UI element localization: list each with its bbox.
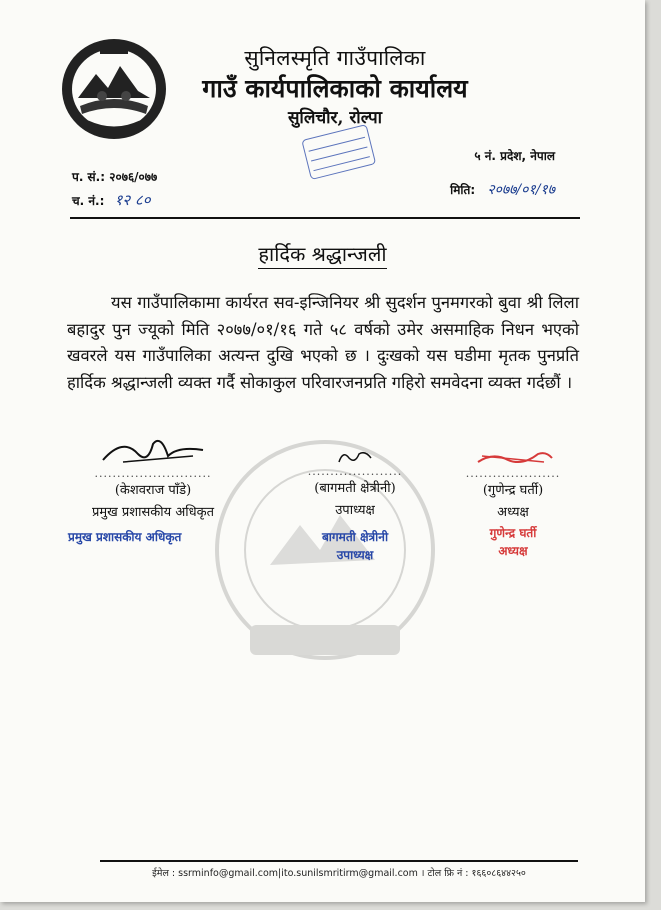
office-address: सुलिचौर, रोल्पा [287,108,383,128]
stamp-text: गुणेन्द्र घर्ती [489,526,537,540]
office-name: गाउँ कार्यपालिकाको कार्यालय [202,74,468,103]
signatory-vice-chair: ..................... (बागमती क्षेत्रीनी) उपाध्यक्ष बागमती क्षेत्रीनी उपाध्यक्ष [280,448,430,564]
footer-divider [100,860,578,862]
province-label: ५ नं. प्रदेश, नेपाल [474,149,555,163]
office-stamp-icon [296,118,382,188]
chalani-number: च. नं.: १२ ८० [72,191,151,209]
signatory-name: (गुणेन्द्र घर्ती) [482,483,544,498]
municipality-name: सुनिलस्मृति गाउँपालिका [244,46,426,70]
date-line: मिति: २०७७/०१/१७ [450,182,555,198]
header-divider [70,217,580,219]
signatory-chair: ..................... (गुणेन्द्र घर्ती) अध्यक्ष गुणेन्द्र घर्ती अध्यक्ष [448,448,578,560]
letter-body: यस गाउँपालिकामा कार्यरत सव-इन्जिनियर श्री सुदर्शन पुनमगरको बुवा श्री लिला बहादुर पुन ज्यूको मिति २०७७/०१/१६ गते ५८ वर्षको उमेर असमाहिक निधन भएको खवरले यस गाउँपालिका अत्यन्त दुखि भएको छ । दुःखको यस घडीमा मृतक पुनप्रति हार्दिक श्रद्धान्जली व्यक्त गर्दै सोकाकुल परिवारजनप्रति गहिरो समवेदना व्यक्त गर्दछौं । [67,293,579,392]
subject-heading: हार्दिक श्रद्धान्जली [0,240,645,267]
signature-icon [325,448,385,466]
signature-icon [93,432,213,468]
signatory-title: प्रमुख प्रशासकीय अधिकृत [91,505,215,520]
signature-icon [468,448,558,468]
stamp-text: बागमती क्षेत्रीनी [321,530,389,544]
footer-contact: ईमेल : ssrminfo@gmail.com|ito.sunilsmritirm@gmail.com । टोल फ्रि नं : १६६०८६४४२५० [152,868,526,879]
stamp-text: प्रमुख प्रशासकीय अधिकृत [68,530,182,544]
stamp-text: उपाध्यक्ष [336,548,374,562]
stamp-text: अध्यक्ष [498,544,528,558]
signatory-name: (केशवराज पाँडे) [114,483,192,498]
signatory-title: उपाध्यक्ष [335,503,375,518]
signatory-title: अध्यक्ष [497,505,529,520]
signatory-cao: .......................... (केशवराज पाँडे) प्रमुख प्रशासकीय अधिकृत प्रमुख प्रशासकीय अधिकृत [68,432,238,546]
nepal-emblem-icon [58,36,170,142]
signatory-name: (बागमती क्षेत्रीनी) [314,481,396,496]
patra-sankhya: प. सं.: २०७६/०७७ [72,170,158,184]
